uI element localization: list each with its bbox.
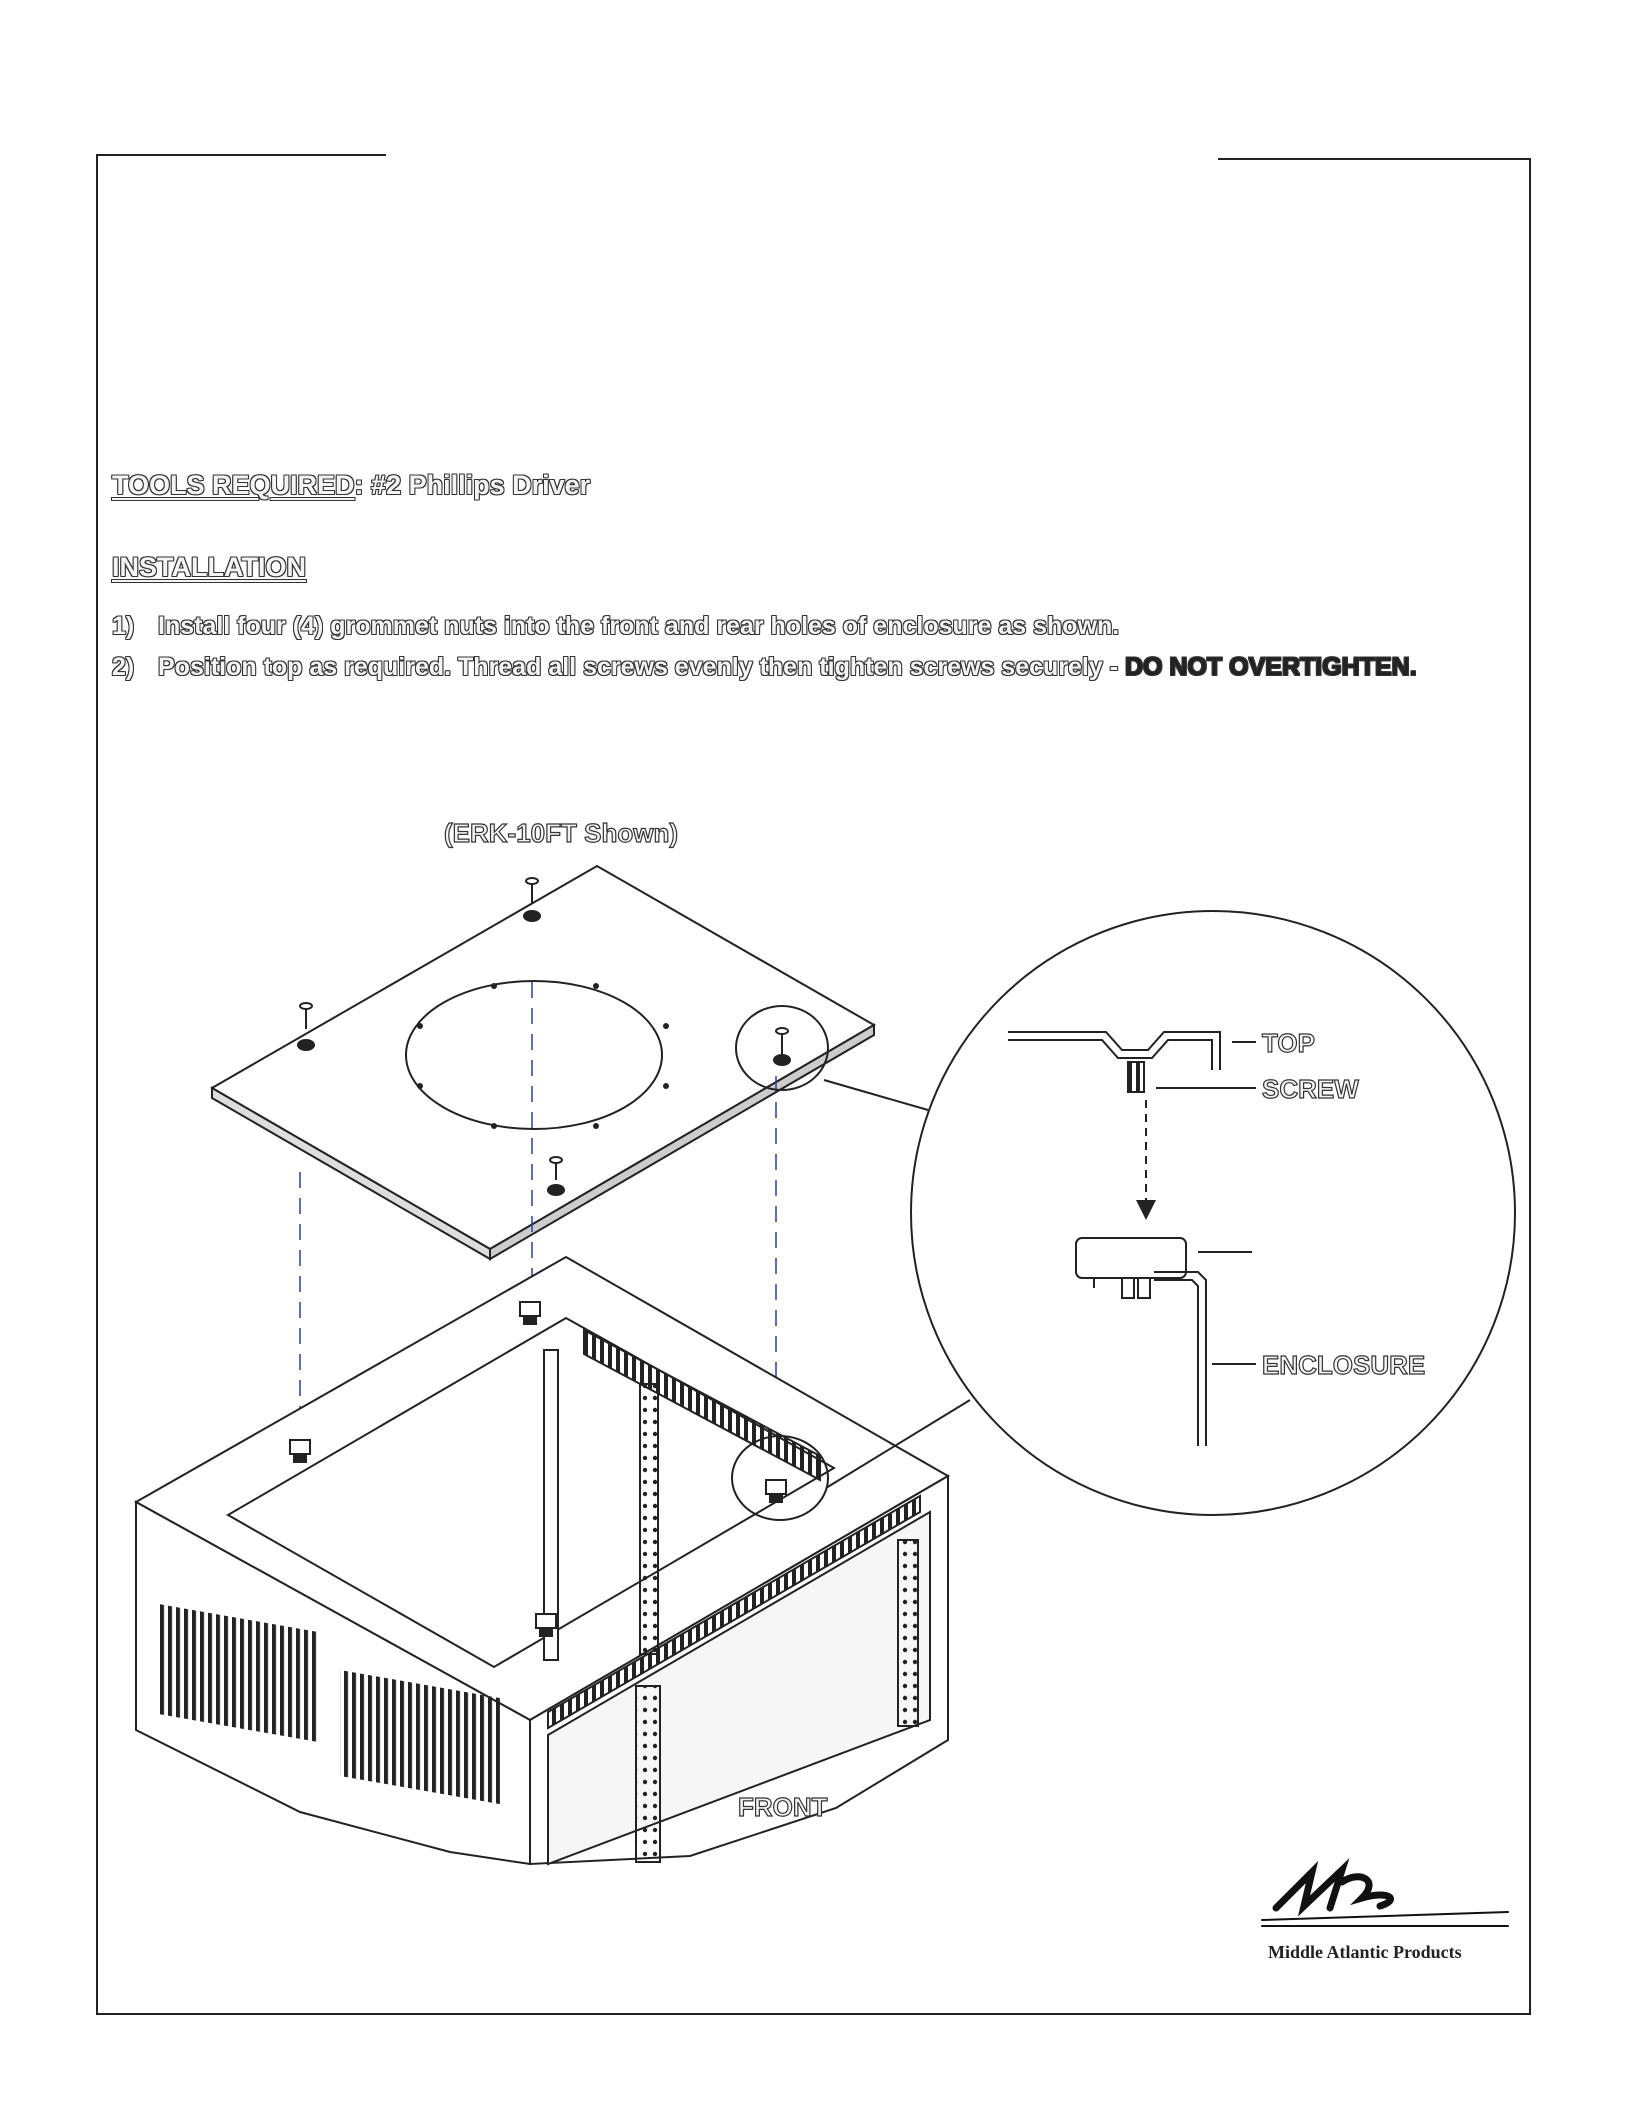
figure-caption: (ERK-10FT Shown) [444, 818, 678, 848]
step-2-warning: DO NOT OVERTIGHTEN. [1124, 653, 1417, 681]
grommet-nut [766, 1480, 786, 1502]
step-1-number: 1) [112, 612, 135, 640]
tools-colon: : [354, 470, 364, 500]
detail-label-enclosure: ENCLOSURE [1262, 1350, 1426, 1380]
tools-required-label: TOOLS REQUIRED [112, 470, 355, 500]
detail-label-screw: SCREW [1262, 1074, 1359, 1104]
step-2-number: 2) [112, 653, 135, 681]
enclosure-body [136, 1257, 948, 1864]
screw [298, 1003, 314, 1050]
grommet-nut [536, 1614, 556, 1636]
detail-label-top: TOP [1262, 1028, 1315, 1058]
company-logo [1262, 1870, 1508, 1926]
step-1-text: Install four (4) grommet nuts into the front and rear holes of enclosure as shown. [158, 612, 1120, 640]
installation-heading: INSTALLATION [112, 552, 306, 582]
tools-required-value: #2 Phillips Driver [371, 470, 591, 500]
company-name: Middle Atlantic Products [1268, 1942, 1462, 1962]
step-2-text: Position top as required. Thread all screws evenly then tighten screws securely - [158, 653, 1125, 681]
grommet-nut [290, 1440, 310, 1462]
grommet-nut [520, 1302, 540, 1324]
front-label: FRONT [738, 1792, 828, 1822]
